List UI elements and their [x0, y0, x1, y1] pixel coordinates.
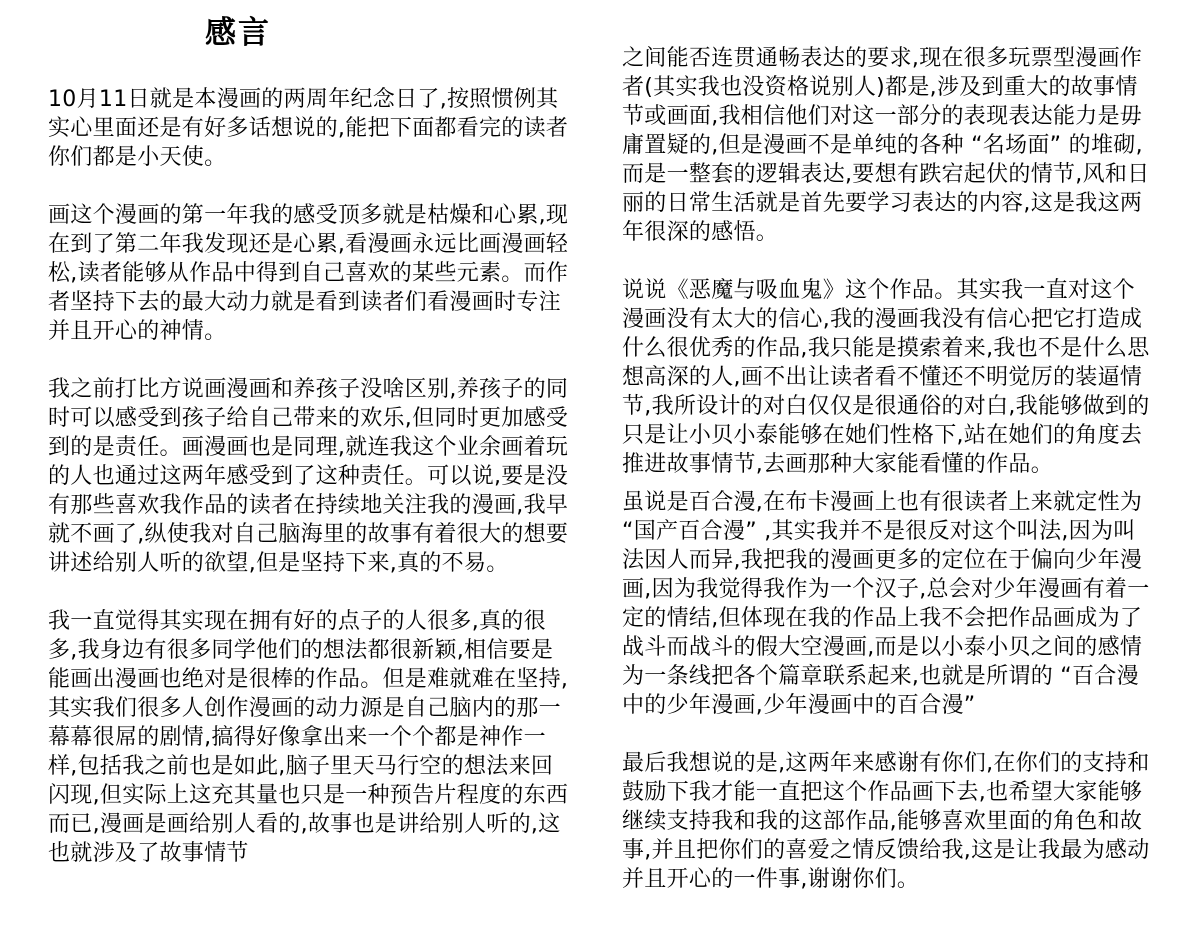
paragraph-yuri-shounen-positioning: 虽说是百合漫,在布卡漫画上也有很读者上来就定性为 “国产百合漫” ,其实我并不是很反对这个叫法,因为叫法因人而异,我把我的漫画更多的定位在于偏向少年漫画,因为我觉得我作为一个汉子,总会对少年漫画有着一定的情结,但体现在我的作品上我不会把作品画成为了战斗而战斗的假大空漫画,而是以小泰小贝之间的感情为一条线把各个篇章联系起来,也就是所谓的 “百合漫中的少年漫画,少年漫画中的百合漫” — [622, 490, 1150, 718]
paragraph-about-the-work: 说说《恶魔与吸血鬼》这个作品。其实我一直对这个漫画没有太大的信心,我的漫画我没有信心把它打造成什么很优秀的作品,我只能是摸索着来,我也不是什么思想高深的人,画不出让读者看不懂还不明觉厉的装逼情节,我所设计的对白仅仅是很通俗的对白,我能够做到的只是让小贝小泰能够在她们性格下,站在她们的角度去推进故事情节,去画那种大家能看懂的作品。 — [622, 278, 1150, 477]
paragraph-good-ideas-persistence: 我一直觉得其实现在拥有好的点子的人很多,真的很多,我身边有很多同学他们的想法都很新颖,相信要是能画出漫画也绝对是很棒的作品。但是难就难在坚持,其实我们很多人创作漫画的动力源是自己脑内的那一幕幕很屌的剧情,搞得好像拿出来一个个都是神作一样,包括我之前也是如此,脑子里天马行空的想法来回闪现,但实际上这充其量也只是一种预告片程度的东西而已,漫画是画给别人看的,故事也是讲给别人听的,这也就涉及了故事情节 — [48, 609, 569, 866]
left-column — [48, 0, 572, 868]
paragraph-final-thanks: 最后我想说的是,这两年来感谢有你们,在你们的支持和鼓励下我才能一直把这个作品画下去,也希望大家能够继续支持我和我的这部作品,能够喜欢里面的角色和故事,并且把你们的喜爱之情反馈给我,这是让我最为感动并且开心的一件事,谢谢你们。 — [622, 751, 1150, 892]
right-column — [622, 44, 1156, 894]
paragraph-expression-logic: 之间能否连贯通畅表达的要求,现在很多玩票型漫画作者(其实我也没资格说别人)都是,涉及到重大的故事情节或画面,我相信他们对这一部分的表现表达能力是毋庸置疑的,但是漫画不是单纯的各种 “名场面” 的堆砌,而是一整套的逻辑表达,要想有跌宕起伏的情节,风和日丽的日常生活就是首先要学习表达的内容,这是我这两年很深的感悟。 — [622, 46, 1150, 245]
paragraph-first-year-feelings: 画这个漫画的第一年我的感受顶多就是枯燥和心累,现在到了第二年我发现还是心累,看漫画永远比画漫画轻松,读者能够从作品中得到自己喜欢的某些元素。而作者坚持下去的最大动力就是看到读者们看漫画时专注并且开心的神情。 — [48, 203, 569, 344]
paragraph-raising-child-analogy: 我之前打比方说画漫画和养孩子没啥区别,养孩子的同时可以感受到孩子给自己带来的欢乐,但同时更加感受到的是责任。画漫画也是同理,就连我这个业余画着玩的人也通过这两年感受到了这种责任。可以说,要是没有那些喜欢我作品的读者在持续地关注我的漫画,我早就不画了,纵使我对自己脑海里的故事有着很大的想要讲述给别人听的欲望,但是坚持下来,真的不易。 — [48, 377, 569, 576]
paragraph-anniversary-intro: 10月11日就是本漫画的两周年纪念日了,按照惯例其实心里面还是有好多话想说的,能把下面都看完的读者你们都是小天使。 — [48, 87, 569, 170]
page-title: 感言 — [205, 15, 271, 51]
